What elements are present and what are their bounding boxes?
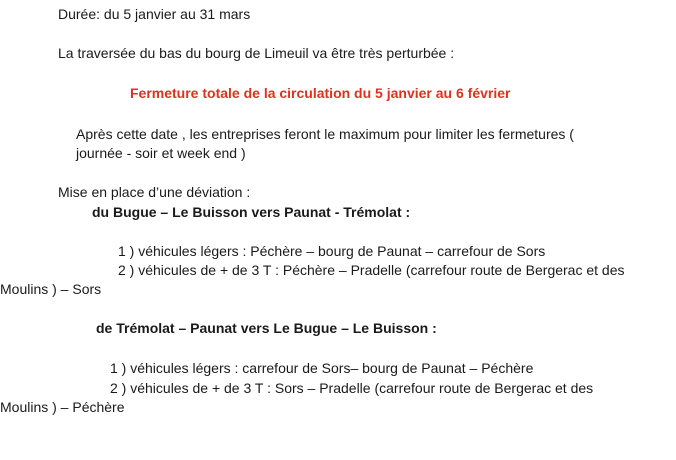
route-1-heading: du Bugue – Le Buisson vers Paunat - Trémolat :: [92, 204, 411, 220]
deviation-heading: Mise en place d’une déviation :: [58, 184, 251, 200]
intro-line: La traversée du bas du bourg de Limeuil va être très perturbée :: [58, 45, 455, 61]
route-1-item-2-line-1: 2 ) véhicules de + de 3 T : Péchère – Pradelle (carrefour route de Bergerac et des: [118, 262, 625, 278]
route-2-heading: de Trémolat – Paunat vers Le Bugue – Le Buisson :: [96, 320, 437, 336]
closure-notice: Fermeture totale de la circulation du 5 janvier au 6 février: [130, 85, 511, 101]
route-2-item-2-line-2: Moulins ) – Péchère: [0, 399, 125, 415]
route-2-item-2-line-1: 2 ) véhicules de + de 3 T : Sors – Pradelle (carrefour route de Bergerac et des: [110, 380, 594, 396]
route-1-item-2-line-2: Moulins ) – Sors: [0, 281, 102, 297]
after-date-line-1: Après cette date , les entreprises feront le maximum pour limiter les fermetures (: [76, 126, 574, 142]
duration-line: Durée: du 5 janvier au 31 mars: [58, 6, 251, 22]
route-1-item-1: 1 ) véhicules légers : Péchère – bourg de Paunat – carrefour de Sors: [118, 243, 546, 259]
route-2-item-1: 1 ) véhicules légers : carrefour de Sors– bourg de Paunat – Péchère: [110, 360, 534, 376]
after-date-line-2: journée - soir et week end ): [76, 145, 246, 161]
